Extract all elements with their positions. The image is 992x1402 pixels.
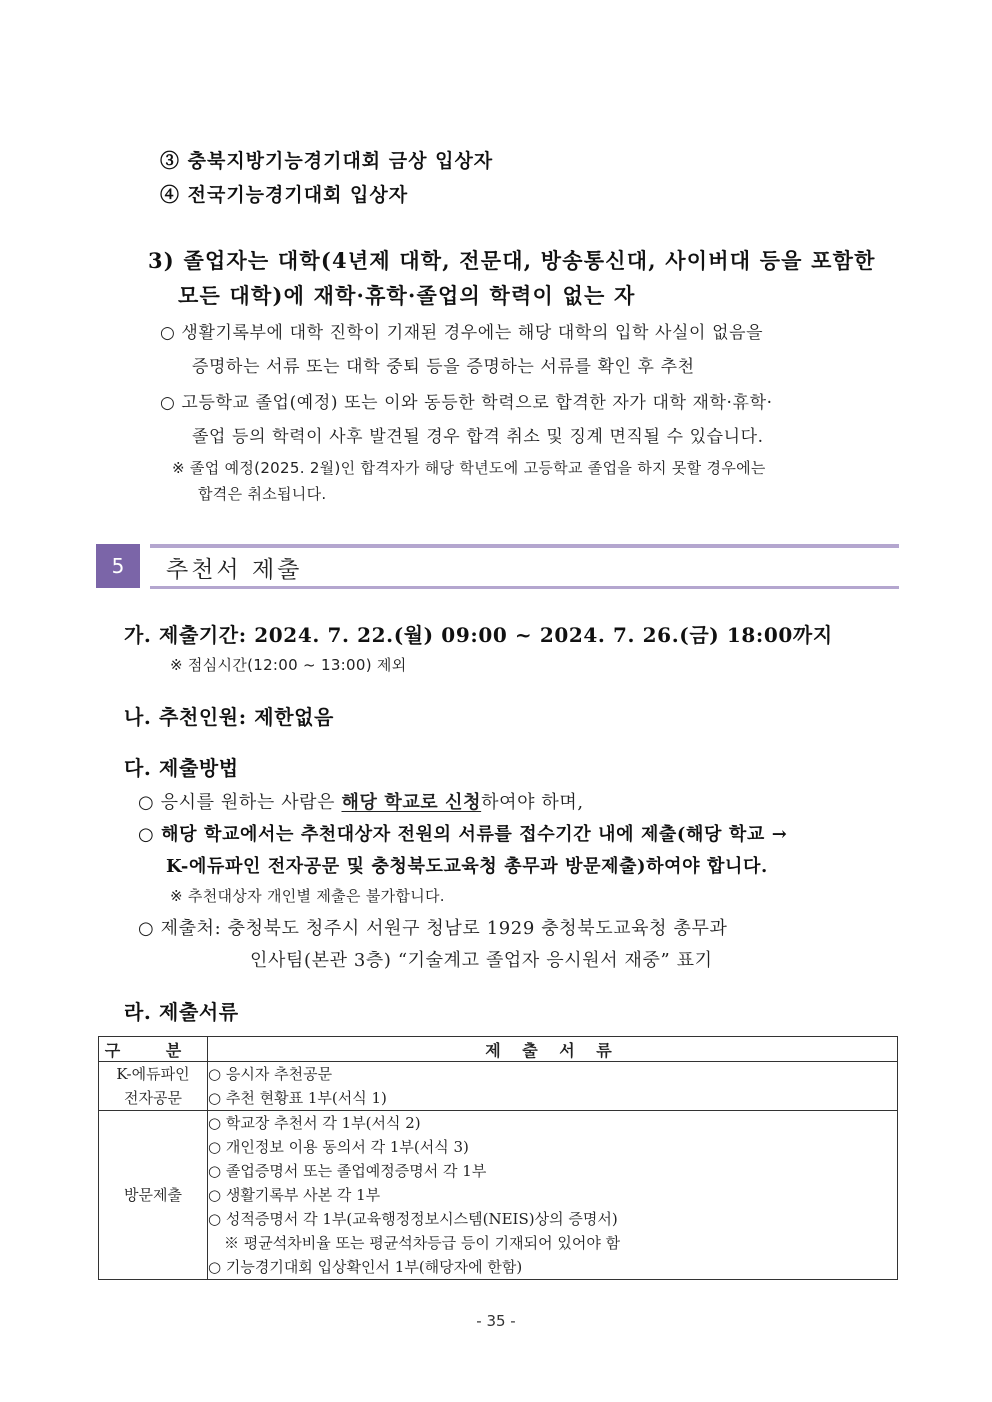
document-item: ○ 졸업증명서 또는 졸업예정증명서 각 1부 xyxy=(208,1162,487,1180)
submission-period-note: ※ 점심시간(12:00 ~ 13:00) 제외 xyxy=(170,656,407,674)
criteria-3-note-line2: 합격은 취소됩니다. xyxy=(198,485,327,503)
category-line: K-에듀파인 xyxy=(116,1065,190,1083)
method-bullet1-emphasis: 해당 학교로 신청 xyxy=(341,792,482,813)
criteria-3-bullet1-line2: 증명하는 서류 또는 대학 중퇴 등을 증명하는 서류를 확인 후 추천 xyxy=(192,357,695,377)
document-item: ○ 추천 현황표 1부(서식 1) xyxy=(208,1089,387,1107)
method-bullet2-line1: ○ 해당 학교에서는 추천대상자 전원의 서류를 접수기간 내에 제출(해당 학교 → xyxy=(138,824,788,845)
table-header-row xyxy=(99,1037,898,1062)
method-bullet2-line2: K-에듀파인 전자공문 및 충청북도교육청 총무과 방문제출)하여야 합니다. xyxy=(166,856,768,877)
method-bullet1 xyxy=(138,788,584,814)
criteria-3-bullet2-line1: ○ 고등학교 졸업(예정) 또는 이와 동등한 학력으로 합격한 자가 대학 재학·휴학· xyxy=(160,393,773,413)
recommend-count-heading: 나. 추천인원: 제한없음 xyxy=(124,705,334,729)
submission-period-heading: 가. 제출기간: 2024. 7. 22.(월) 09:00 ~ 2024. 7. 26.(금) 18:00까지 xyxy=(124,623,833,647)
criteria-3-bullet1-line1: ○ 생활기록부에 대학 진학이 기재된 경우에는 해당 대학의 입학 사실이 없음을 xyxy=(160,323,764,343)
section-title: 추천서 제출 xyxy=(166,557,303,583)
section-divider-bottom xyxy=(150,586,899,589)
document-item: ○ 성적증명서 각 1부(교육행정정보시스템(NEIS)상의 증명서) xyxy=(208,1210,618,1228)
documents-heading: 라. 제출서류 xyxy=(124,1000,239,1024)
table-cell-category: 방문제출 xyxy=(99,1111,208,1280)
submission-method-heading: 다. 제출방법 xyxy=(124,756,239,780)
document-item: ○ 기능경기대회 입상확인서 1부(해당자에 한함) xyxy=(208,1258,523,1276)
criteria-3-note-line1: ※ 졸업 예정(2025. 2월)인 합격자가 해당 학년도에 고등학교 졸업을 하지 못할 경우에는 xyxy=(172,459,766,477)
documents-table xyxy=(98,1036,898,1280)
award-item-3: ③ 충북지방기능경기대회 금상 입상자 xyxy=(160,150,494,172)
method-bullet3-line2: 인사팀(본관 3층) “기술계고 졸업자 응시원서 재중” 표기 xyxy=(250,950,713,971)
document-item: ○ 학교장 추천서 각 1부(서식 2) xyxy=(208,1114,421,1132)
page-number: - 35 - xyxy=(476,1312,516,1330)
table-row xyxy=(99,1062,898,1111)
method-bullet1-pre: ○ 응시를 원하는 사람은 xyxy=(138,792,342,813)
award-item-4: ④ 전국기능경기대회 입상자 xyxy=(160,184,409,206)
section-number-badge: 5 xyxy=(96,544,140,588)
criteria-3-heading-line2: 모든 대학)에 재학·휴학·졸업의 학력이 없는 자 xyxy=(178,283,636,308)
document-item: ○ 생활기록부 사본 각 1부 xyxy=(208,1186,381,1204)
category-line: 전자공문 xyxy=(124,1089,182,1107)
section-divider-top xyxy=(150,544,899,548)
document-item: ○ 개인정보 이용 동의서 각 1부(서식 3) xyxy=(208,1138,469,1156)
method-bullet1-post: 하여야 하며, xyxy=(481,792,584,813)
criteria-3-heading-line1: 3) 졸업자는 대학(4년제 대학, 전문대, 방송통신대, 사이버대 등을 포함한 xyxy=(148,248,876,273)
table-cell-documents xyxy=(208,1111,898,1280)
document-item: ○ 응시자 추천공문 xyxy=(208,1065,333,1083)
document-item-note: ※ 평균석차비율 또는 평균석차등급 등이 기재되어 있어야 함 xyxy=(224,1234,621,1252)
table-row xyxy=(99,1111,898,1280)
criteria-3-bullet2-line2: 졸업 등의 학력이 사후 발견될 경우 합격 취소 및 징계 면직될 수 있습니다. xyxy=(192,427,764,447)
table-cell-category xyxy=(99,1062,208,1111)
table-header-category: 구 분 xyxy=(99,1037,208,1062)
method-bullet2-note: ※ 추천대상자 개인별 제출은 불가합니다. xyxy=(170,887,445,905)
table-cell-documents xyxy=(208,1062,898,1111)
table-header-documents: 제 출 서 류 xyxy=(208,1037,898,1062)
method-bullet3-line1: ○ 제출처: 충청북도 청주시 서원구 청남로 1929 충청북도교육청 총무과 xyxy=(138,918,728,939)
